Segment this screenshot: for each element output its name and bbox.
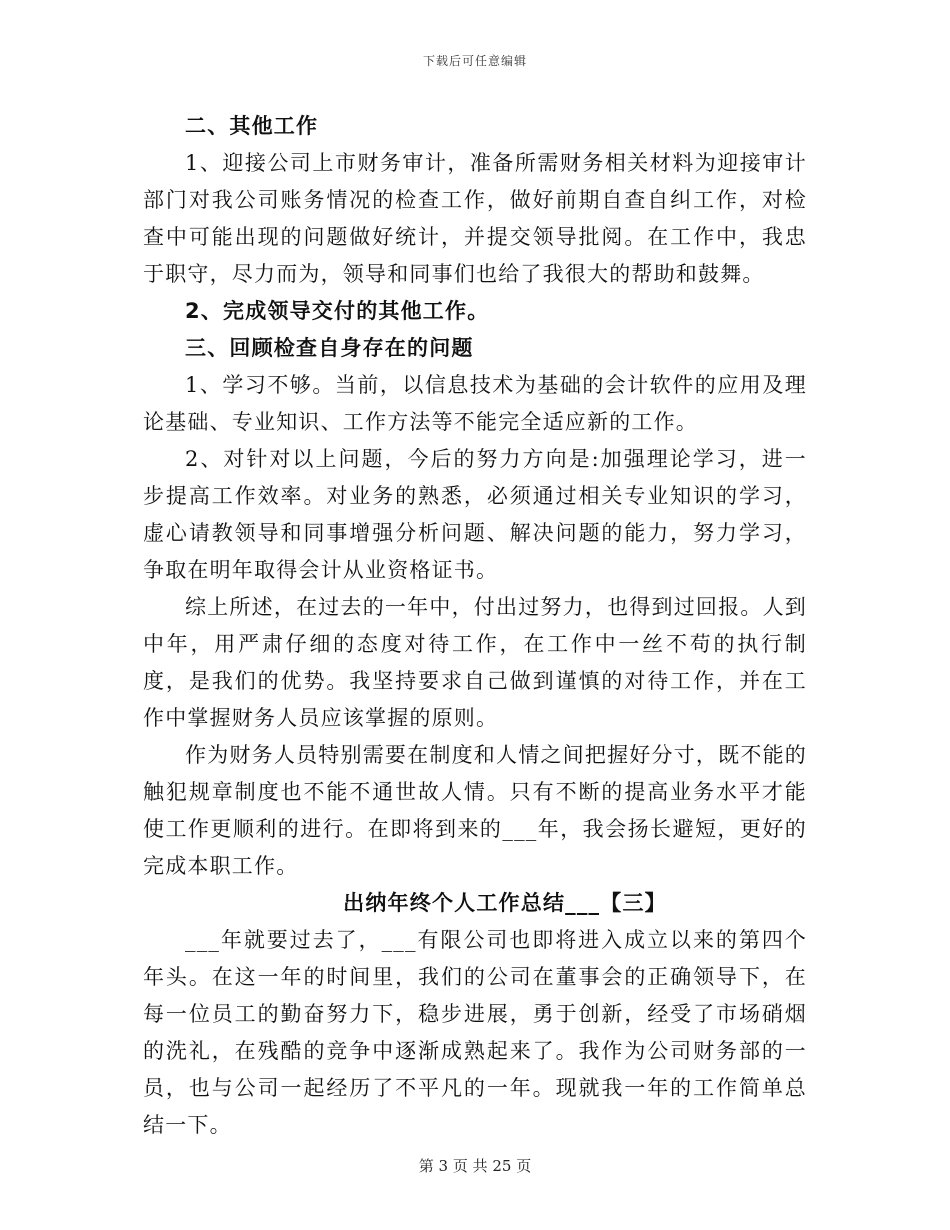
paragraph-balance: 作为财务人员特别需要在制度和人情之间把握好分寸，既不能的触犯规章制度也不能不通世故人情。只有不断的提高业务水平才能使工作更顺利的进行。在即将到来的___年，我会扬长避短，更好的完成本职工作。 (143, 743, 807, 878)
section-heading-other-work: 二、其他工作 (185, 114, 319, 138)
paragraph-intro: ___年就要过去了，___有限公司也即将进入成立以来的第四个年头。在这一年的时间里，我们的公司在董事会的正确领导下，在每一位员工的勤奋努力下，稳步进展，勇于创新，经受了市场硝烟的洗礼，在残酷的竞争中逐渐成熟起来了。我作为公司财务部的一员，也与公司一起经历了不平凡的一年。现就我一年的工作简单总结一下。 (143, 928, 807, 1137)
document-section-title: 出纳年终个人工作总结___【三】 (343, 891, 667, 915)
section-heading-review: 三、回顾检查自身存在的问题 (185, 336, 474, 360)
paragraph-direction: 2、对针对以上问题，今后的努力方向是:加强理论学习，进一步提高工作效率。对业务的熟悉，必须通过相关专业知识的学习，虚心请教领导和同事增强分析问题、解决问题的能力，努力学习，争取在明年取得会计从业资格证书。 (143, 447, 807, 582)
page-header: 下载后可任意编辑 (422, 54, 527, 68)
paragraph-summary: 综上所述，在过去的一年中，付出过努力，也得到过回报。人到中年，用严肃仔细的态度对待工作，在工作中一丝不苟的执行制度，是我们的优势。我坚持要求自己做到谨慎的对待工作，并在工作中掌握财务人员应该掌握的原则。 (143, 595, 807, 730)
document-body (143, 108, 807, 1144)
paragraph-audit: 1、迎接公司上市财务审计，准备所需财务相关材料为迎接审计部门对我公司账务情况的检查工作，做好前期自查自纠工作，对检查中可能出现的问题做好统计，并提交领导批阅。在工作中，我忠于职守，尽力而为，领导和同事们也给了我很大的帮助和鼓舞。 (143, 151, 807, 286)
page-footer: 第 3 页 共 25 页 (418, 1157, 532, 1175)
paragraph-study: 1、学习不够。当前，以信息技术为基础的会计软件的应用及理论基础、专业知识、工作方法等不能完全适应新的工作。 (143, 373, 807, 434)
section-heading-complete-tasks: 2、完成领导交付的其他工作。 (185, 299, 490, 323)
